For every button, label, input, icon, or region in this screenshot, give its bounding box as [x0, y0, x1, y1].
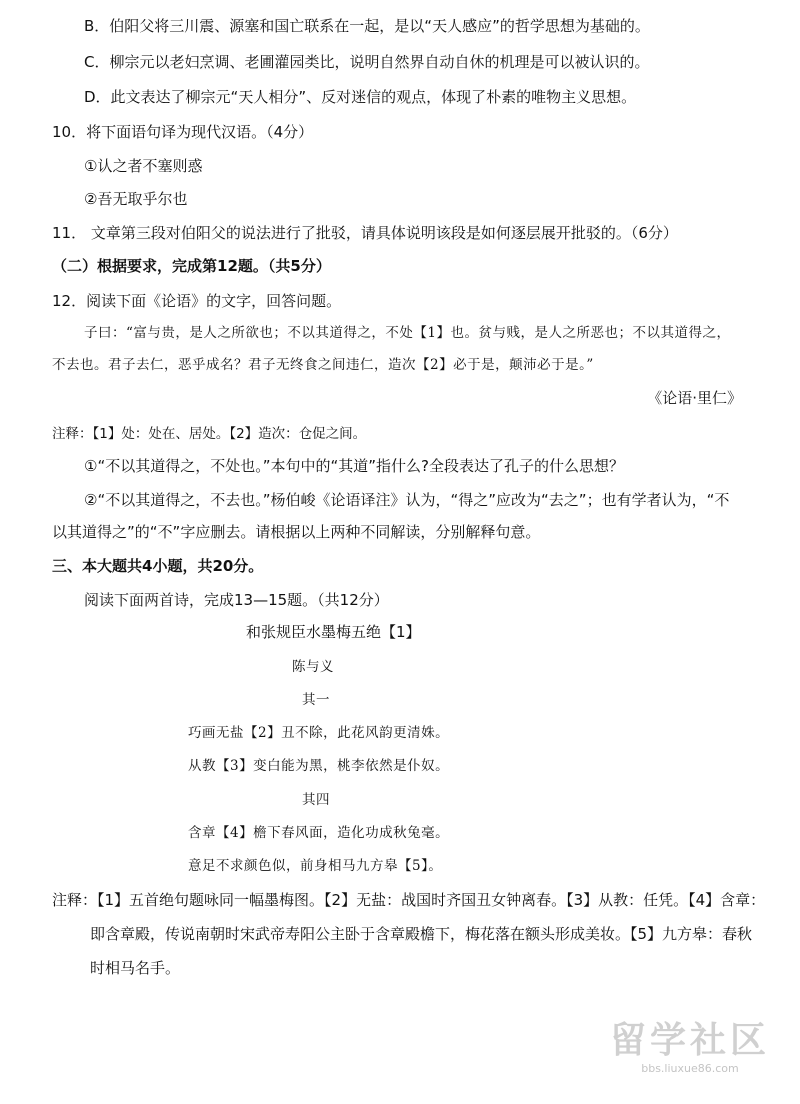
q10-item-1: ①认之者不塞则惑	[84, 157, 203, 175]
analects-source: 《论语·里仁》	[647, 389, 742, 407]
option-c: C．柳宗元以老妇烹调、老圃灌园类比，说明自然界自动自休的机理是可以被认识的。	[84, 53, 650, 71]
poem-author: 陈与义	[292, 659, 334, 675]
poem-notes-line-2: 即含章殿，传说南朝时宋武帝寿阳公主卧于含章殿檐下，梅花落在额头形成美妆。【5】九方皋：春秋	[90, 925, 753, 943]
section-3-heading: 三、本大题共4小题，共20分。	[52, 557, 264, 575]
analects-passage-line-2: 不去也。君子去仁，恶乎成名？君子无终食之间违仁，造次【2】必于是，颠沛必于是。”	[52, 357, 594, 373]
poem-4-heading: 其四	[302, 792, 330, 808]
poem-1-line-2: 从教【3】变白能为黑，桃李依然是仆奴。	[188, 758, 450, 774]
option-d: D．此文表达了柳宗元“天人相分”、反对迷信的观点，体现了朴素的唯物主义思想。	[84, 88, 637, 106]
section-2-heading: （二）根据要求，完成第12题。（共5分）	[52, 257, 331, 275]
poem-notes-line-1: 注释：【1】五首绝句题咏同一幅墨梅图。【2】无盐：战国时齐国丑女钟离春。【3】从教：任凭。【4】含章：	[52, 891, 766, 909]
question-12: 12．阅读下面《论语》的文字，回答问题。	[52, 292, 342, 310]
q12-item-1: ①“不以其道得之，不处也。”本句中的“其道”指什么?全段表达了孔子的什么思想？	[84, 457, 624, 475]
poem-4-line-2: 意足不求颜色似，前身相马九方皋【5】。	[188, 858, 443, 874]
poem-1-line-1: 巧画无盐【2】丑不除，此花风韵更清姝。	[188, 725, 450, 741]
analects-notes: 注释：【1】处：处在、居处。【2】造次：仓促之间。	[52, 426, 367, 442]
poem-notes-line-3: 时相马名手。	[90, 959, 181, 977]
site-watermark	[600, 1020, 780, 1082]
poem-4-line-1: 含章【4】檐下春风面，造化功成秋兔毫。	[188, 825, 450, 841]
question-11: 11． 文章第三段对伯阳父的说法进行了批驳，请具体说明该段是如何逐层展开批驳的。（6分）	[52, 224, 678, 242]
poem-title: 和张规臣水墨梅五绝【1】	[246, 623, 421, 641]
poems-instruction: 阅读下面两首诗，完成13—15题。（共12分）	[84, 591, 389, 609]
poem-1-heading: 其一	[302, 692, 330, 708]
q12-item-2-line-1: ②“不以其道得之，不去也。”杨伯峻《论语译注》认为，“得之”应改为“去之”；也有学者认为，“不	[84, 491, 730, 509]
question-10: 10．将下面语句译为现代汉语。（4分）	[52, 123, 314, 141]
q12-item-2-line-2: 以其道得之”的“不”字应删去。请根据以上两种不同解读，分别解释句意。	[52, 523, 541, 541]
watermark-url: bbs.liuxue86.com	[641, 1062, 739, 1075]
q10-item-2: ②吾无取乎尔也	[84, 190, 188, 208]
analects-passage-line-1: 子曰：“富与贵，是人之所欲也；不以其道得之，不处【1】也。贫与贱，是人之所恶也；不以其道得之，	[84, 325, 731, 341]
option-b: B．伯阳父将三川震、源塞和国亡联系在一起，是以“天人感应”的哲学思想为基础的。	[84, 17, 650, 35]
watermark-logo: 留学社区	[609, 1020, 770, 1061]
